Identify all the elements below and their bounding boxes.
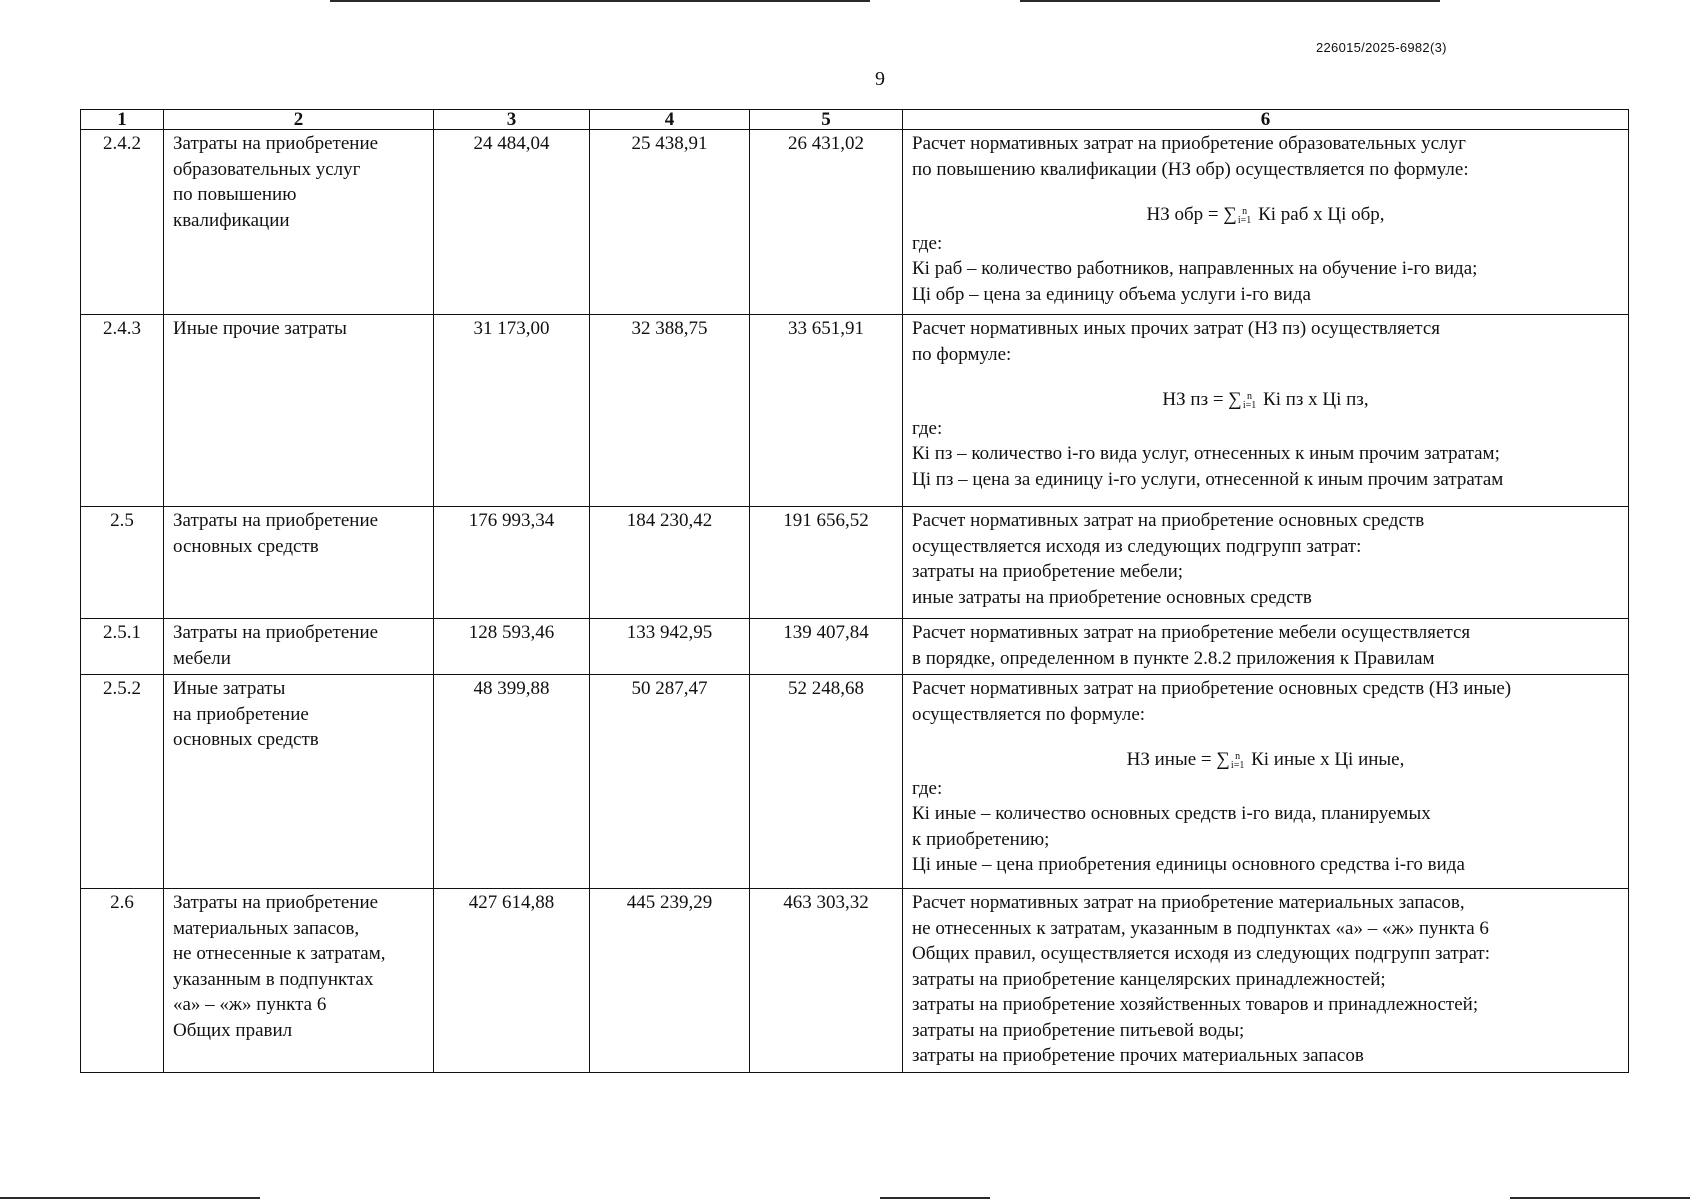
- description-line: затраты на приобретение прочих материальных запасов: [912, 1045, 1364, 1066]
- row-name-line: Затраты на приобретение: [173, 510, 379, 531]
- description-line: осуществляется по формуле:: [912, 703, 1146, 725]
- row-name: [164, 315, 434, 507]
- formula: [912, 202, 1619, 228]
- description-line: Цi иные – цена приобретения единицы основного средства i-го вида: [912, 854, 1465, 875]
- row-name: [164, 130, 434, 315]
- sum-lower: i=1: [1230, 759, 1245, 771]
- value-year-3: 463 303,32: [750, 889, 903, 1073]
- row-name-line: мебели: [173, 647, 231, 669]
- formula-left: НЗ иные =: [1126, 749, 1217, 770]
- value-year-3: 52 248,68: [750, 675, 903, 889]
- sum-upper: n: [1235, 750, 1241, 762]
- value-year-2: 184 230,42: [590, 507, 750, 619]
- row-name: [164, 507, 434, 619]
- formula-right: Кi пз х Цi пз,: [1258, 389, 1369, 410]
- row-number: 2.4.2: [81, 130, 164, 315]
- row-description: [903, 889, 1629, 1073]
- value-year-3: 191 656,52: [750, 507, 903, 619]
- sum-upper: n: [1242, 205, 1248, 217]
- description-line: к приобретению;: [912, 828, 1050, 850]
- description-line: затраты на приобретение питьевой воды;: [912, 1019, 1245, 1041]
- value-year-2: 445 239,29: [590, 889, 750, 1073]
- row-name-line: основных средств: [173, 535, 319, 557]
- value-year-3: 33 651,91: [750, 315, 903, 507]
- value-year-2: 133 942,95: [590, 619, 750, 675]
- sum-limits: [1231, 752, 1244, 770]
- row-name-line: Затраты на приобретение: [173, 133, 379, 154]
- description-line: Кi иные – количество основных средств i-го вида, планируемых: [912, 803, 1431, 824]
- description-line: Общих правил, осуществляется исходя из следующих подгрупп затрат:: [912, 943, 1491, 964]
- description-line: где:: [912, 417, 943, 439]
- row-name: [164, 889, 434, 1073]
- value-year-1: 176 993,34: [434, 507, 590, 619]
- sum-lower: i=1: [1237, 214, 1252, 226]
- row-name-line: Затраты на приобретение: [173, 892, 379, 913]
- table-row: [81, 619, 1629, 675]
- description-line: Цi обр – цена за единицу объема услуги i-го вида: [912, 283, 1311, 305]
- description-line: Кi раб – количество работников, направленных на обучение i-го вида;: [912, 258, 1478, 279]
- row-name-line: основных средств: [173, 729, 319, 750]
- header-cell-3: 3: [434, 110, 590, 130]
- page-number: 9: [875, 68, 885, 90]
- description-line: иные затраты на приобретение основных средств: [912, 586, 1312, 608]
- description-line: в порядке, определенном в пункте 2.8.2 приложения к Правилам: [912, 647, 1435, 669]
- row-number: 2.5.1: [81, 619, 164, 675]
- scan-edge-top: [0, 0, 1690, 3]
- value-year-1: 48 399,88: [434, 675, 590, 889]
- value-year-1: 24 484,04: [434, 130, 590, 315]
- row-name-line: Иные затраты: [173, 678, 286, 699]
- table-row: [81, 315, 1629, 507]
- header-cell-2: 2: [164, 110, 434, 130]
- table-row: [81, 889, 1629, 1073]
- row-number: 2.5.2: [81, 675, 164, 889]
- header-cell-1: 1: [81, 110, 164, 130]
- table-row: [81, 675, 1629, 889]
- sum-symbol: ∑: [1223, 204, 1237, 225]
- value-year-3: 139 407,84: [750, 619, 903, 675]
- row-name-line: на приобретение: [173, 703, 309, 725]
- sum-symbol: ∑: [1216, 749, 1230, 770]
- description-line: Расчет нормативных затрат на приобретение основных средств: [912, 510, 1425, 531]
- row-name-line: квалификации: [173, 209, 290, 231]
- description-line: Расчет нормативных иных прочих затрат (НЗ пз) осуществляется: [912, 318, 1440, 339]
- row-number: 2.5: [81, 507, 164, 619]
- row-name-line: указанным в подпунктах: [173, 968, 374, 990]
- row-description: [903, 315, 1629, 507]
- formula-right: Кi раб х Цi обр,: [1253, 204, 1385, 225]
- row-description: [903, 130, 1629, 315]
- description-line: затраты на приобретение хозяйственных товаров и принадлежностей;: [912, 994, 1479, 1015]
- description-line: где:: [912, 777, 943, 799]
- formula: [912, 747, 1619, 773]
- description-line: Цi пз – цена за единицу i-го услуги, отнесенной к иным прочим затратам: [912, 468, 1504, 490]
- sum-upper: n: [1247, 390, 1253, 402]
- description-line: по повышению квалификации (НЗ обр) осуществляется по формуле:: [912, 158, 1469, 180]
- value-year-2: 32 388,75: [590, 315, 750, 507]
- row-name-line: образовательных услуг: [173, 158, 361, 180]
- row-name-line: Иные прочие затраты: [173, 318, 347, 339]
- description-line: по формуле:: [912, 343, 1012, 365]
- value-year-1: 128 593,46: [434, 619, 590, 675]
- row-name-line: Затраты на приобретение: [173, 622, 379, 643]
- description-line: Кi пз – количество i-го вида услуг, отнесенных к иным прочим затратам;: [912, 443, 1500, 464]
- formula: [912, 387, 1619, 413]
- row-name-line: материальных запасов,: [173, 917, 360, 939]
- table-header-row: [81, 110, 1629, 130]
- row-name-line: Общих правил: [173, 1019, 293, 1041]
- description-line: затраты на приобретение мебели;: [912, 561, 1184, 582]
- cost-table: [80, 109, 1629, 1073]
- header-cell-6: 6: [903, 110, 1629, 130]
- sum-lower: i=1: [1242, 399, 1257, 411]
- row-number: 2.4.3: [81, 315, 164, 507]
- document-number: 226015/2025-6982(3): [1316, 40, 1447, 55]
- row-number: 2.6: [81, 889, 164, 1073]
- row-name-line: «а» – «ж» пункта 6: [173, 994, 327, 1015]
- value-year-2: 25 438,91: [590, 130, 750, 315]
- row-name: [164, 619, 434, 675]
- row-description: [903, 507, 1629, 619]
- sum-limits: [1238, 207, 1251, 225]
- formula-left: НЗ обр =: [1146, 204, 1224, 225]
- row-name-line: не отнесенные к затратам,: [173, 943, 386, 964]
- table-row: [81, 507, 1629, 619]
- sum-limits: [1243, 392, 1256, 410]
- description-line: Расчет нормативных затрат на приобретение материальных запасов,: [912, 892, 1465, 913]
- description-line: Расчет нормативных затрат на приобретение основных средств (НЗ иные): [912, 678, 1512, 699]
- formula-left: НЗ пз =: [1162, 389, 1229, 410]
- description-line: Расчет нормативных затрат на приобретение мебели осуществляется: [912, 622, 1471, 643]
- row-description: [903, 675, 1629, 889]
- row-name-line: по повышению: [173, 184, 297, 205]
- value-year-1: 427 614,88: [434, 889, 590, 1073]
- row-name: [164, 675, 434, 889]
- header-cell-5: 5: [750, 110, 903, 130]
- description-line: Расчет нормативных затрат на приобретение образовательных услуг: [912, 133, 1466, 154]
- table-row: [81, 130, 1629, 315]
- value-year-2: 50 287,47: [590, 675, 750, 889]
- header-cell-4: 4: [590, 110, 750, 130]
- description-line: осуществляется исходя из следующих подгрупп затрат:: [912, 535, 1362, 557]
- description-line: где:: [912, 232, 943, 254]
- formula-right: Кi иные х Цi иные,: [1246, 749, 1405, 770]
- value-year-3: 26 431,02: [750, 130, 903, 315]
- description-line: не отнесенных к затратам, указанным в подпунктах «а» – «ж» пункта 6: [912, 917, 1489, 939]
- description-line: затраты на приобретение канцелярских принадлежностей;: [912, 968, 1386, 990]
- row-description: [903, 619, 1629, 675]
- value-year-1: 31 173,00: [434, 315, 590, 507]
- sum-symbol: ∑: [1228, 389, 1242, 410]
